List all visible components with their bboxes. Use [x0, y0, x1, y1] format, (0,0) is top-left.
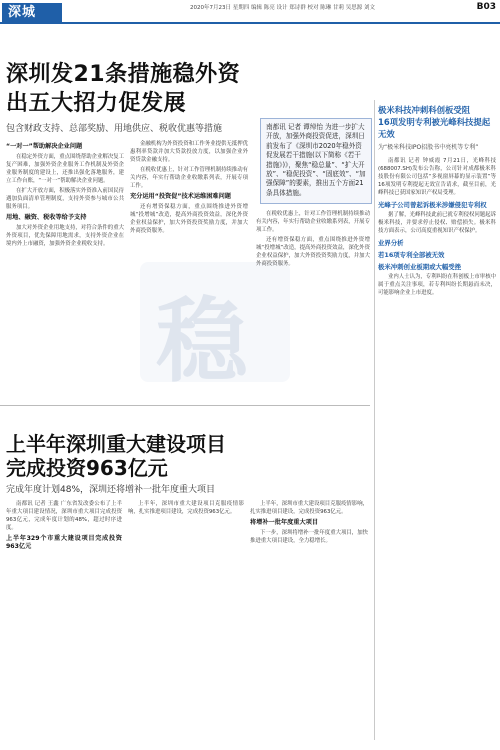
section2-paragraph: 下一步，深圳将增补一批年度重大项目，加快推进重大项目建设，全力稳增长。	[250, 530, 368, 544]
lead-paragraph: 金融机构为外资投资和工作务业提供无抵押优惠利率贷款并加大贷款投放力度，以加强企业外资贷款金融支持。	[130, 141, 248, 163]
sidebar-subhead: 光峰子公司曾起诉极米涉嫌侵犯专利权	[378, 201, 487, 209]
section-divider	[0, 405, 370, 406]
lead-column-mid	[130, 140, 248, 402]
lead-callout: 南都讯 记者 谭绰怡 为进一步扩大开放，加强外商投资促进，深圳日前发布了《深圳市2020年稳外资促发展若干措施(以下简称《若干措施》)》，聚焦“稳总量”、“扩大开放”、“稳促投资”、“固底效”、“加强保障”的要素，推出五个方面21条具体措施。	[260, 118, 372, 204]
sidebar-subhead: 极米冲刺创业板期或大幅受挫	[378, 263, 462, 271]
lead-headline-line2: 出五大招力促发展	[6, 91, 187, 116]
section2-headline-line1: 上半年深圳重大建设项目	[6, 432, 226, 456]
column-divider	[374, 100, 375, 740]
lead-column-right	[256, 210, 370, 402]
lead-subhead-1: “一对一”帮助解决企业问题	[6, 143, 83, 150]
section2-subtitle: 完成年度计划48%，深圳还将增补一批年度重大项目	[6, 485, 216, 495]
lead-subhead-3: 充分运用“投资促”技术运维困难问题	[130, 193, 231, 200]
sidebar-paragraph: 据了解，光峰科技此前已就专利侵权问题起诉极米科技，并要求停止侵权、赔偿损失。极米科技方面表示，公司高度重视知识产权保护。	[378, 212, 496, 234]
top-rule	[0, 22, 500, 24]
section-tag: 深城	[2, 3, 62, 22]
lead-paragraph: 在税收优惠上，针对工作管理机制持续推动有关内容，年实行帮助企业收缴系列表，开展专项工作。	[256, 211, 370, 233]
section2-paragraph: 上半年，深圳市重大建设项目克服疫情影响，扎实推进项目建设，完成投资963亿元。	[250, 501, 368, 515]
sidebar-subhead: 业界分析	[378, 239, 404, 247]
lead-paragraph: 还有增资保稳方面，重点围绕推进外资增城“投增城”改造，提高外商投资效益，深化外资企业权益保护，加大外资投资奖励力度，并加大外商投资服务。	[256, 237, 370, 267]
sidebar-paragraph: 业内人士认为，专利纠纷在科创板上市审核中属于重点关注事项，若专利纠纷长期悬而未决，可能影响企业上市进度。	[378, 274, 496, 296]
lead-column-left	[6, 140, 124, 402]
lead-paragraph: 加大对外资企业用地支持，对符合条件的重大外资项目，优先保障用地需求，支持外资企业在境内外上市融资，加强外资企业税收支持。	[6, 225, 124, 247]
sidebar-paragraph: 南都讯 记者 钟威霞 7月21日，光峰科技(688007.SH)发布公告称，公司针对成都极米科技股份有限公司包括“多视窗屏幕的显示装置”等16项发明专利提起无效宣告请求，截至目前，光峰科技已获国家知识产权局受理。	[378, 158, 496, 196]
section2-paragraph: 上半年，深圳市重大建设项目克服疫情影响，扎实推进项目建设，完成投资963亿元。	[128, 501, 244, 515]
section2-paragraph: 南都讯 记者 王鑫 广东省发改委公布了上半年重大项目建设情况，深圳市重大项目完成投资963亿元，完成年度计划的48%，超过时序进度。	[6, 501, 122, 531]
section2-subhead-2: 将增补一批年度重大项目	[250, 519, 319, 526]
lead-subhead-2: 用地、融资、税收等给予支持	[6, 214, 87, 221]
section2-column-3	[250, 500, 368, 745]
lead-headline	[6, 60, 306, 118]
page-number: B03	[476, 2, 496, 12]
section2-headline-line2: 完成投资963亿元	[6, 456, 168, 480]
section2-column-1	[6, 500, 122, 745]
sidebar-body	[378, 157, 496, 717]
lead-headline-line1: 深圳发21条措施稳外资	[6, 62, 241, 87]
sidebar-article	[378, 104, 496, 717]
section2-column-2	[128, 500, 244, 745]
section2-subhead-1: 上半年329个市重大建设项目完成投资963亿元	[6, 535, 122, 550]
lead-paragraph: 还有增资保稳方面，重点围绕推进外资增城“投增城”改造，提高外商投资效益，深化外资企业权益保护，加大外资投资奖励力度，并加大外商投资服务。	[130, 204, 248, 234]
sidebar-headline-1: 极米科技冲刺科创板受阻	[378, 105, 471, 115]
header-meta: 2020年7月23日 星期四 编辑 陈亮 设计 郑诗群 校对 陈琳 甘莉 吴思源 刘文	[190, 5, 375, 11]
masthead	[0, 0, 500, 22]
lead-paragraph: 在扩大开放方面，积极落实外资准入前国民待遇加负面清单管理制度，支持外资参与城市公共服务项目。	[6, 188, 124, 210]
sidebar-subhead: 若16项专利全部被无效	[378, 251, 445, 259]
sidebar-subtitle: 为“极米科技IPO招股书中亮机等专利”	[378, 144, 479, 151]
sidebar-headline-2: 16项发明专利被光峰科技提起无效	[378, 117, 491, 139]
watermark-char: 稳	[156, 288, 249, 395]
section2-headline	[6, 432, 386, 480]
lead-paragraph: 在税收优惠上，针对工作管理机制持续推动有关内容，年实行帮助企业收缴系列表，开展专项工作。	[130, 167, 248, 189]
lead-subtitle: 包含财政支持、总部奖励、用地供应、税收优惠等措施	[6, 124, 223, 134]
lead-paragraph: 在稳定外资方面，重点围绕帮助企业解决复工复产困难，加强外资企业服务工作机制及外资企业服务制度的建设上，还推出强化落地服务，建立工作台账，“一对一”帮助解决企业问题。	[6, 154, 124, 184]
